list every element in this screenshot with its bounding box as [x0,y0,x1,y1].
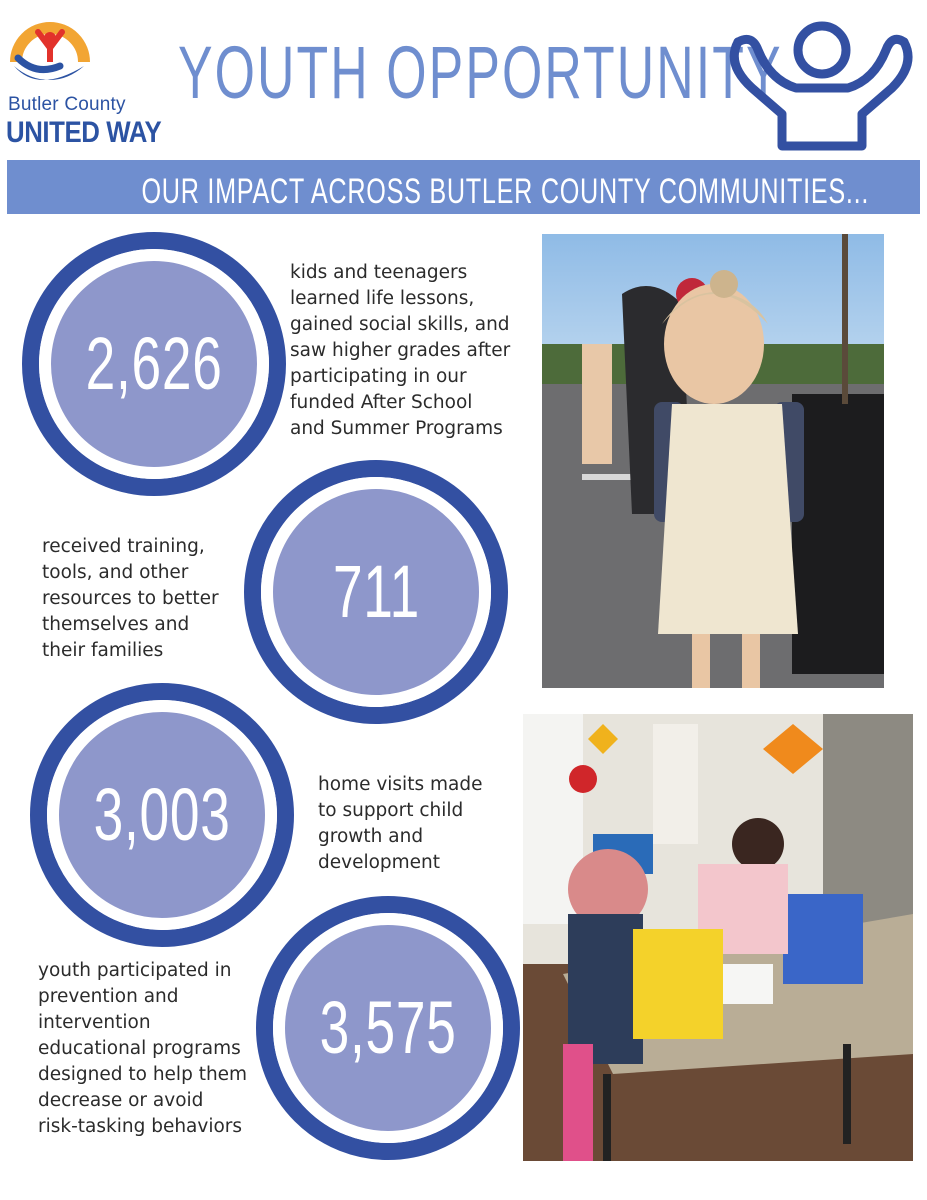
page-title: YOUTH OPPORTUNITY [178,31,783,114]
impact-banner-text [0,174,927,209]
children-coloring-at-table-photo [523,714,913,1161]
logo-county-name: Butler County [8,94,126,115]
logo-org-name: UNITED WAY [6,116,162,149]
stat-description: received training, tools, and other resources to better themselves and their families [42,536,219,661]
stat-circle-home-visits [30,683,294,947]
girl-with-backpack-photo [542,234,884,688]
stat-description: home visits made to support child growth and development [318,774,483,873]
stat-value: 3,575 [319,986,457,1069]
raised-arms-person-icon [722,14,920,154]
stat-circle-training [244,460,508,724]
stat-circle-inner [39,249,269,479]
united-way-hand-icon [8,10,92,94]
impact-banner-label: OUR IMPACT ACROSS BUTLER COUNTY COMMUNITIES... [141,172,870,211]
stat-description: youth participated in prevention and intervention educational programs designed to help them decrease or avoid risk-tasking behaviors [38,960,248,1137]
united-way-logo [8,10,92,94]
stat-description: kids and teenagers learned life lessons, gained social skills, and saw higher grades after participating in our funded After School and Summer Programs [290,262,511,439]
stat-circle-after-school [22,232,286,496]
stat-value: 711 [332,550,420,633]
stat-circle-inner [261,477,491,707]
stat-circle-inner [273,913,503,1143]
stat-value: 2,626 [85,322,223,405]
stat-circle-inner [47,700,277,930]
stat-circle-prevention [256,896,520,1160]
stat-value: 3,003 [93,773,231,856]
